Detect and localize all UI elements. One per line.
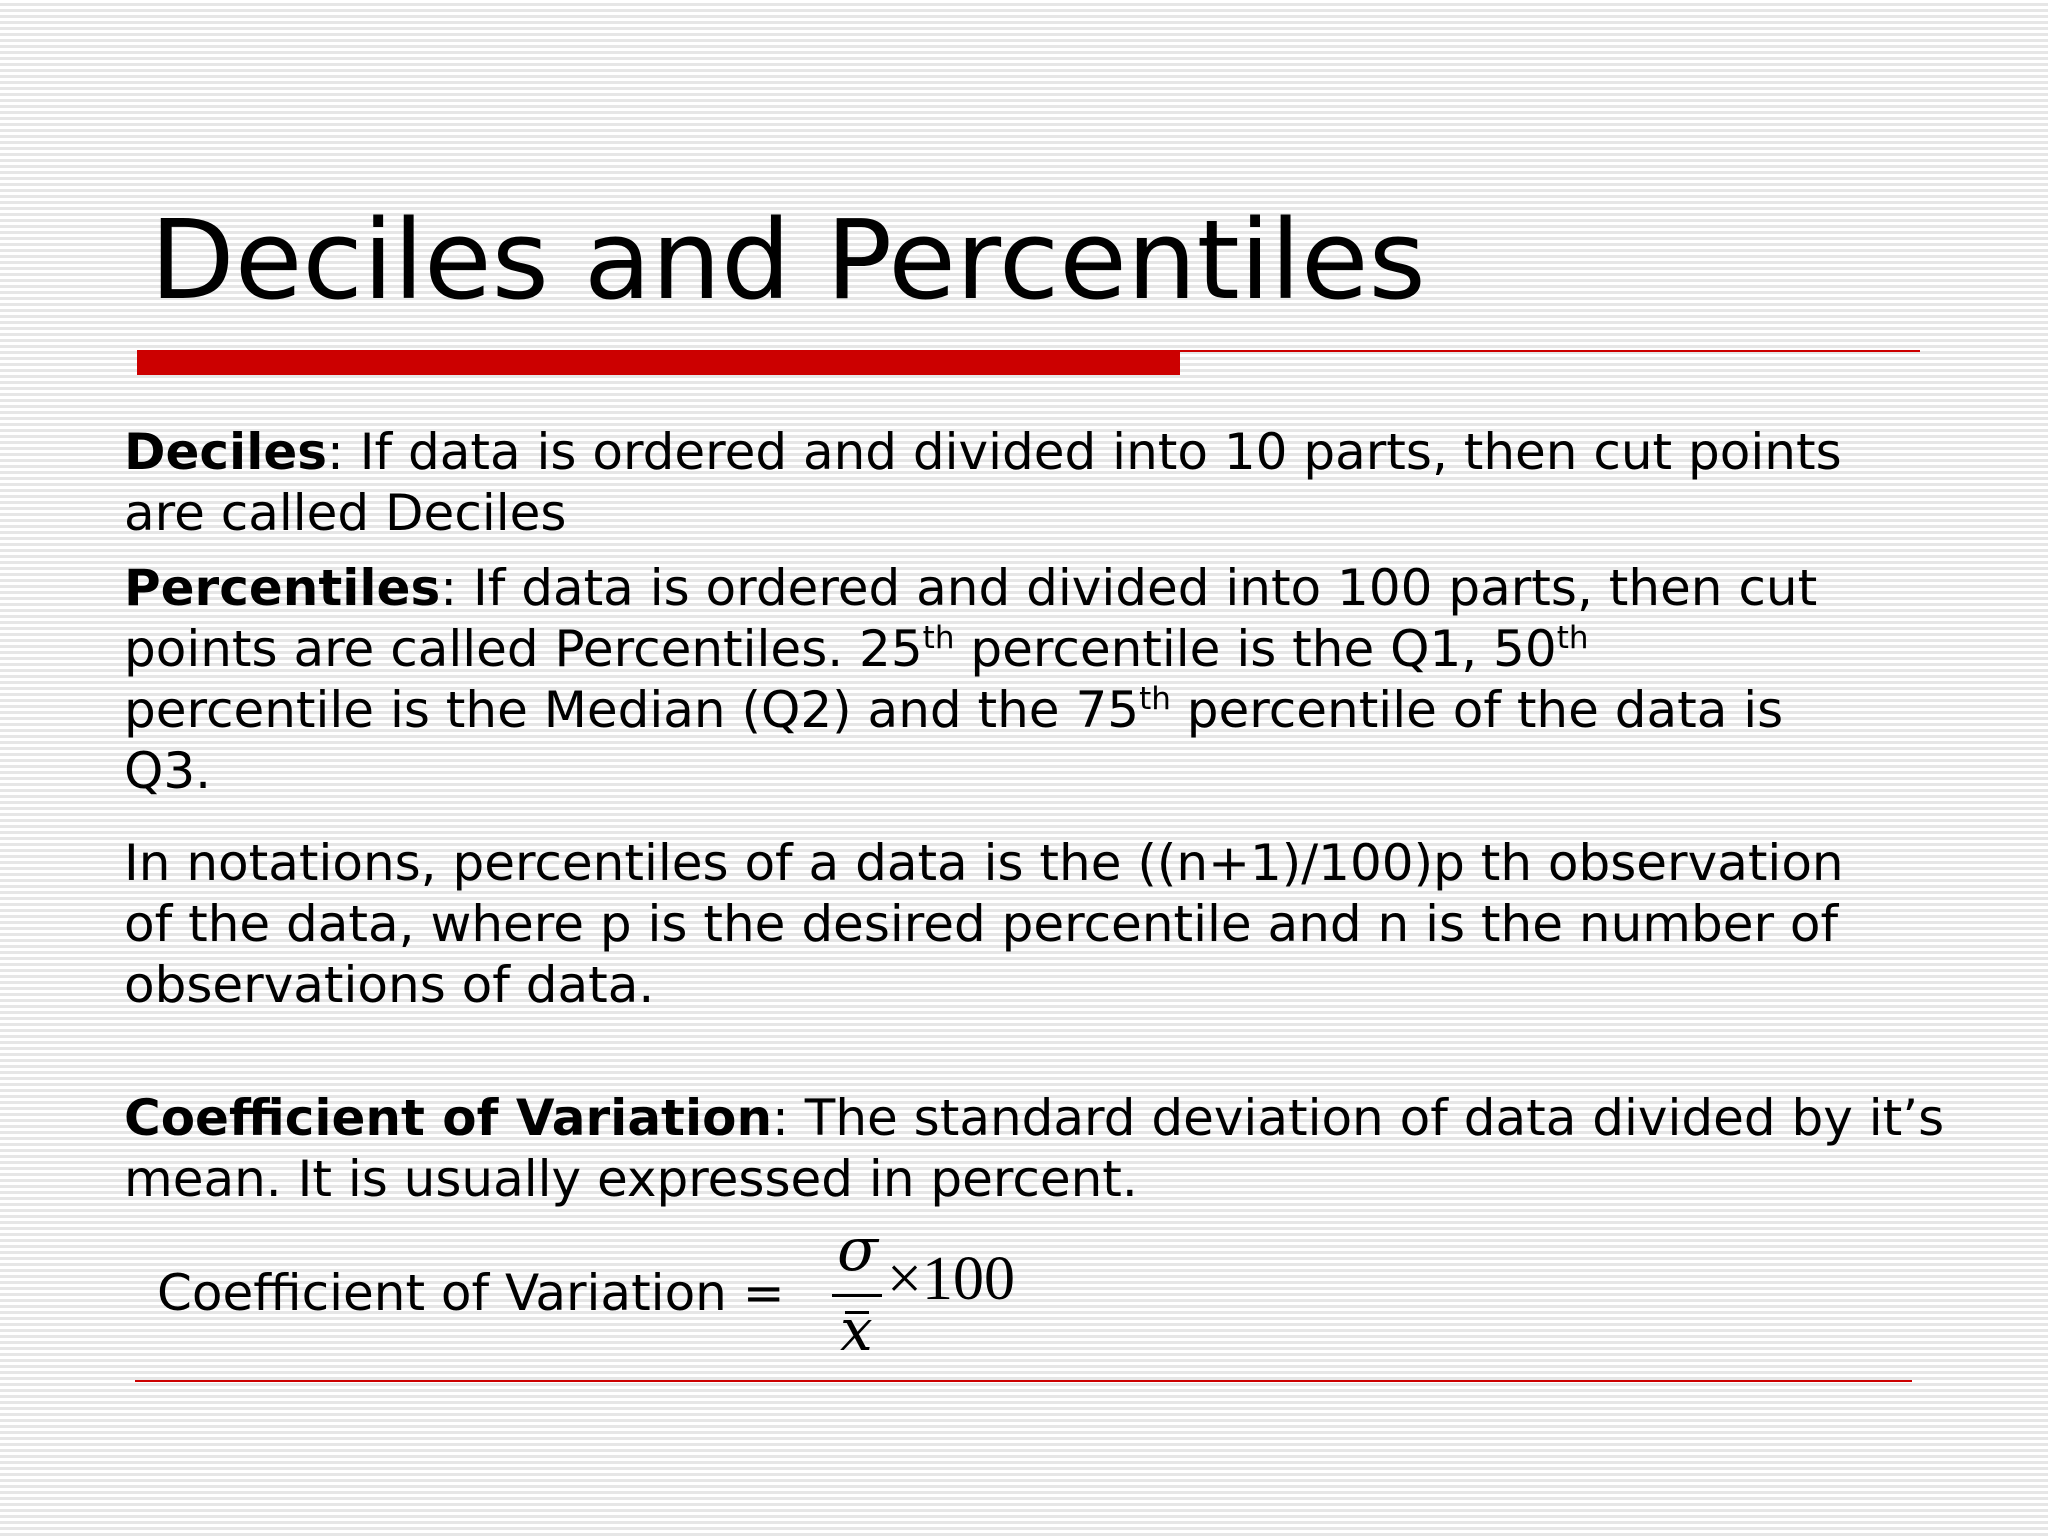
formula-label: Coefficient of Variation = bbox=[157, 1264, 785, 1322]
formula-multiplier: ×100 bbox=[887, 1245, 1015, 1313]
percentiles-line3-b: percentile of the data is bbox=[1170, 681, 1784, 739]
superscript-th: th bbox=[922, 620, 955, 656]
deciles-definition: : If data is ordered and divided into 10 parts, then cut points bbox=[327, 423, 1842, 481]
notation-line3: observations of data. bbox=[124, 956, 655, 1014]
cv-term: Coefficient of Variation bbox=[124, 1089, 773, 1147]
notation-line1: In notations, percentiles of a data is the ((n+1)/100)p th observation bbox=[124, 834, 1844, 892]
title-underline-thick bbox=[137, 350, 1180, 375]
cv-definition-line2: mean. It is usually expressed in percent. bbox=[124, 1150, 1138, 1208]
title-underline-thin bbox=[1180, 350, 1920, 352]
percentiles-line4: Q3. bbox=[124, 742, 212, 800]
notation-line2: of the data, where p is the desired percentile and n is the number of bbox=[124, 895, 1839, 953]
slide-title: Deciles and Percentiles bbox=[150, 196, 1426, 324]
percentiles-paragraph bbox=[124, 558, 1817, 802]
superscript-th: th bbox=[1556, 620, 1589, 656]
cv-formula bbox=[157, 1215, 1057, 1365]
notation-paragraph bbox=[124, 833, 1844, 1016]
percentiles-line2-b: percentile is the Q1, 50 bbox=[954, 620, 1557, 678]
percentiles-definition: : If data is ordered and divided into 100 parts, then cut bbox=[440, 559, 1818, 617]
percentiles-term: Percentiles bbox=[124, 559, 441, 617]
superscript-th: th bbox=[1139, 681, 1171, 717]
percentiles-line3-a: percentile is the Median (Q2) and the 75 bbox=[124, 681, 1140, 739]
formula-denominator-xbar: x bbox=[840, 1296, 873, 1364]
formula-numerator-sigma: σ bbox=[837, 1215, 878, 1285]
deciles-term: Deciles bbox=[124, 423, 328, 481]
percentiles-line2-a: points are called Percentiles. 25 bbox=[124, 620, 923, 678]
cv-definition: : The standard deviation of data divided by it’s bbox=[772, 1089, 1945, 1147]
deciles-paragraph bbox=[124, 422, 1842, 544]
footer-divider bbox=[135, 1380, 1912, 1382]
deciles-definition-line2: are called Deciles bbox=[124, 484, 567, 542]
cv-paragraph bbox=[124, 1088, 1944, 1210]
